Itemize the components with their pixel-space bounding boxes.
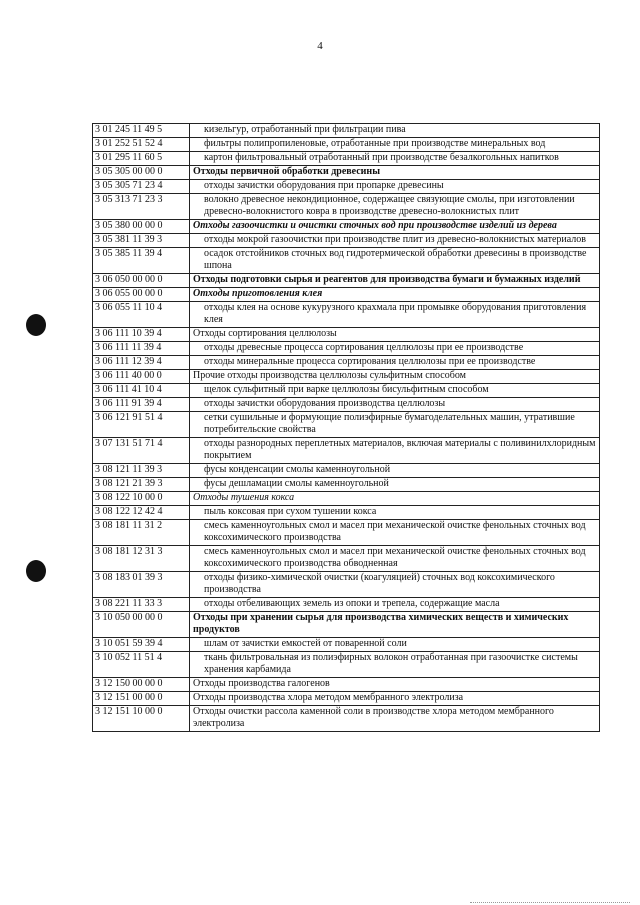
waste-description-cell: смесь каменноугольных смол и масел при механической очистке фенольных сточных вод коксохимического производства обводненная — [190, 546, 600, 572]
waste-code-cell: 3 08 181 12 31 3 — [93, 546, 190, 572]
waste-description-cell: Отходы тушения кокса — [190, 492, 600, 506]
waste-code-cell: 3 06 121 91 51 4 — [93, 412, 190, 438]
waste-code-cell: 3 06 111 40 00 0 — [93, 370, 190, 384]
waste-code-cell: 3 06 111 12 39 4 — [93, 356, 190, 370]
waste-description-cell: отходы зачистки оборудования производства целлюлозы — [190, 398, 600, 412]
table-row — [93, 342, 600, 356]
table-row — [93, 638, 600, 652]
table-row — [93, 274, 600, 288]
waste-description-cell: отходы зачистки оборудования при пропарке древесины — [190, 180, 600, 194]
waste-code-cell: 3 08 122 10 00 0 — [93, 492, 190, 506]
waste-code-cell: 3 12 151 10 00 0 — [93, 706, 190, 732]
waste-code-cell: 3 06 111 91 39 4 — [93, 398, 190, 412]
waste-code-cell: 3 05 380 00 00 0 — [93, 220, 190, 234]
waste-description-cell: фильтры полипропиленовые, отработанные при производстве минеральных вод — [190, 138, 600, 152]
waste-code-cell: 3 08 121 21 39 3 — [93, 478, 190, 492]
waste-description-cell: Отходы приготовления клея — [190, 288, 600, 302]
waste-description-cell: смесь каменноугольных смол и масел при механической очистке фенольных сточных вод коксохимического производства — [190, 520, 600, 546]
waste-description-cell: осадок отстойников сточных вод гидротермической обработки древесины в производстве шпона — [190, 248, 600, 274]
waste-description-cell: отходы клея на основе кукурузного крахмала при промывке оборудования приготовления клея — [190, 302, 600, 328]
table-row — [93, 194, 600, 220]
waste-code-cell: 3 05 305 00 00 0 — [93, 166, 190, 180]
waste-description-cell: Отходы подготовки сырья и реагентов для производства бумаги и бумажных изделий — [190, 274, 600, 288]
table-row — [93, 328, 600, 342]
waste-code-cell: 3 08 183 01 39 3 — [93, 572, 190, 598]
waste-description-cell: щелок сульфитный при варке целлюлозы бисульфитным способом — [190, 384, 600, 398]
waste-description-cell: кизельгур, отработанный при фильтрации пива — [190, 124, 600, 138]
table-row — [93, 652, 600, 678]
waste-description-cell: волокно древесное некондиционное, содержащее связующие смолы, при изготовлении древесно-волокнистого ковра в производстве древесно-волокнистых плит — [190, 194, 600, 220]
waste-code-cell: 3 05 381 11 39 3 — [93, 234, 190, 248]
waste-description-cell: Отходы при хранении сырья для производства химических веществ и химических продуктов — [190, 612, 600, 638]
table-row — [93, 302, 600, 328]
waste-description-cell: отходы физико-химической очистки (коагуляцией) сточных вод коксохимического производства — [190, 572, 600, 598]
waste-description-cell: отходы отбеливающих земель из опоки и трепела, содержащие масла — [190, 598, 600, 612]
waste-code-cell: 3 05 313 71 23 3 — [93, 194, 190, 220]
waste-code-cell: 3 12 150 00 00 0 — [93, 678, 190, 692]
table-body — [93, 124, 600, 732]
waste-code-cell: 3 10 052 11 51 4 — [93, 652, 190, 678]
waste-description-cell: Отходы первичной обработки древесины — [190, 166, 600, 180]
waste-code-cell: 3 06 055 11 10 4 — [93, 302, 190, 328]
table-row — [93, 288, 600, 302]
waste-description-cell: Отходы производства галогенов — [190, 678, 600, 692]
table-row — [93, 248, 600, 274]
table-row — [93, 520, 600, 546]
table-row — [93, 492, 600, 506]
scan-artifact — [470, 899, 630, 903]
waste-description-cell: отходы минеральные процесса сортирования целлюлозы при ее производстве — [190, 356, 600, 370]
table-row — [93, 692, 600, 706]
waste-description-cell: сетки сушильные и формующие полиэфирные бумагоделательных машин, утратившие потребительские свойства — [190, 412, 600, 438]
table-row — [93, 464, 600, 478]
waste-code-cell: 3 06 055 00 00 0 — [93, 288, 190, 302]
punch-hole-top — [26, 314, 46, 336]
waste-code-cell: 3 05 305 71 23 4 — [93, 180, 190, 194]
waste-description-cell: Отходы сортирования целлюлозы — [190, 328, 600, 342]
waste-code-cell: 3 08 221 11 33 3 — [93, 598, 190, 612]
table-row — [93, 438, 600, 464]
table-row — [93, 356, 600, 370]
table-row — [93, 612, 600, 638]
waste-code-cell: 3 07 131 51 71 4 — [93, 438, 190, 464]
waste-description-cell: пыль коксовая при сухом тушении кокса — [190, 506, 600, 520]
waste-description-cell: шлам от зачистки емкостей от поваренной соли — [190, 638, 600, 652]
table-row — [93, 370, 600, 384]
waste-code-cell: 3 10 050 00 00 0 — [93, 612, 190, 638]
table-row — [93, 546, 600, 572]
waste-description-cell: Прочие отходы производства целлюлозы сульфитным способом — [190, 370, 600, 384]
waste-code-cell: 3 01 295 11 60 5 — [93, 152, 190, 166]
table-row — [93, 412, 600, 438]
table-row — [93, 398, 600, 412]
table-row — [93, 166, 600, 180]
table-row — [93, 706, 600, 732]
waste-description-cell: отходы мокрой газоочистки при производстве плит из древесно-волокнистых материалов — [190, 234, 600, 248]
waste-description-cell: фусы дешламации смолы каменноугольной — [190, 478, 600, 492]
table-row — [93, 572, 600, 598]
waste-code-cell: 3 06 111 41 10 4 — [93, 384, 190, 398]
waste-code-cell: 3 12 151 00 00 0 — [93, 692, 190, 706]
waste-code-cell: 3 08 121 11 39 3 — [93, 464, 190, 478]
waste-code-cell: 3 06 111 10 39 4 — [93, 328, 190, 342]
table-row — [93, 180, 600, 194]
waste-code-cell: 3 06 050 00 00 0 — [93, 274, 190, 288]
waste-description-cell: Отходы производства хлора методом мембранного электролиза — [190, 692, 600, 706]
waste-code-cell: 3 10 051 59 39 4 — [93, 638, 190, 652]
page-number: 4 — [317, 40, 323, 52]
table-row — [93, 506, 600, 520]
table-row — [93, 384, 600, 398]
waste-code-cell: 3 08 181 11 31 2 — [93, 520, 190, 546]
waste-description-cell: Отходы очистки рассола каменной соли в производстве хлора методом мембранного электролиза — [190, 706, 600, 732]
waste-description-cell: Отходы газоочистки и очистки сточных вод при производстве изделий из дерева — [190, 220, 600, 234]
waste-code-cell: 3 05 385 11 39 4 — [93, 248, 190, 274]
waste-description-cell: отходы древесные процесса сортирования целлюлозы при ее производстве — [190, 342, 600, 356]
waste-code-cell: 3 01 245 11 49 5 — [93, 124, 190, 138]
waste-code-cell: 3 08 122 12 42 4 — [93, 506, 190, 520]
table-row — [93, 220, 600, 234]
table-row — [93, 478, 600, 492]
table-row — [93, 124, 600, 138]
waste-description-cell: фусы конденсации смолы каменноугольной — [190, 464, 600, 478]
table-row — [93, 234, 600, 248]
punch-hole-bottom — [26, 560, 46, 582]
waste-description-cell: отходы разнородных переплетных материалов, включая материалы с поливинилхлоридным покрытием — [190, 438, 600, 464]
table-row — [93, 138, 600, 152]
waste-description-cell: картон фильтровальный отработанный при производстве безалкогольных напитков — [190, 152, 600, 166]
waste-code-cell: 3 01 252 51 52 4 — [93, 138, 190, 152]
waste-description-cell: ткань фильтровальная из полиэфирных волокон отработанная при газоочистке системы хранения карбамида — [190, 652, 600, 678]
waste-classifier-table — [92, 123, 600, 732]
table-row — [93, 678, 600, 692]
table-row — [93, 598, 600, 612]
waste-code-cell: 3 06 111 11 39 4 — [93, 342, 190, 356]
table-row — [93, 152, 600, 166]
